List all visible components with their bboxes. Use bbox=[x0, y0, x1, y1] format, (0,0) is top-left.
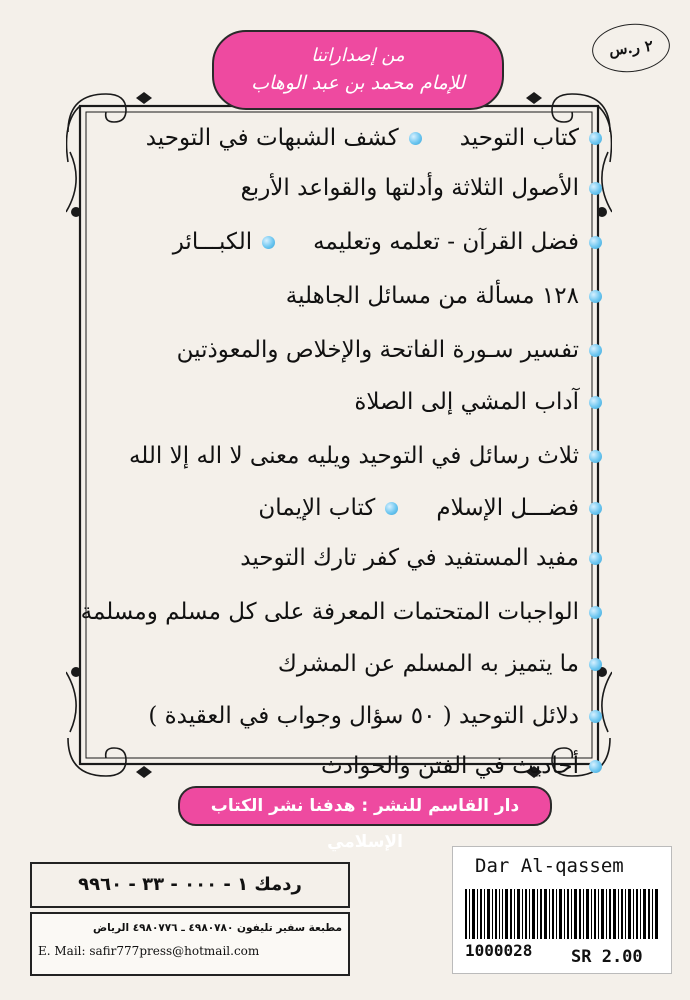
book-title: الأصول الثلاثة وأدلتها والقواعد الأربع bbox=[240, 175, 579, 201]
printer-email: E. Mail: safir777press@hotmail.com bbox=[38, 944, 260, 958]
isbn-box: ردمك ١ - ٠٠٠ - ٣٣ - ٩٩٦٠ bbox=[30, 862, 350, 908]
bullet-icon bbox=[589, 760, 602, 773]
book-title: كشف الشبهات في التوحيد bbox=[145, 125, 399, 151]
book-title: فضل القرآن - تعلمه وتعليمه bbox=[313, 229, 579, 255]
list-item bbox=[129, 436, 602, 476]
bullet-icon bbox=[589, 606, 602, 619]
book-title: فضـــل الإسلام bbox=[436, 495, 579, 521]
list-item bbox=[148, 696, 602, 736]
printer-line-1: مطبعة سفير تليفون ٤٩٨٠٧٨٠ ـ ٤٩٨٠٧٧٦ الرياض bbox=[92, 922, 342, 934]
bullet-icon bbox=[589, 236, 602, 249]
header-line-1: من إصداراتنا bbox=[311, 45, 405, 66]
book-title: ١٢٨ مسألة من مسائل الجاهلية bbox=[285, 283, 579, 309]
header-line-2: للإمام محمد بن عبد الوهاب bbox=[251, 72, 465, 94]
price-stamp: ٢ ر.س bbox=[590, 20, 673, 76]
list-item bbox=[278, 644, 602, 684]
list-item bbox=[321, 746, 602, 786]
bullet-icon bbox=[589, 182, 602, 195]
bullet-icon bbox=[589, 450, 602, 463]
book-title: كتاب الإيمان bbox=[258, 495, 376, 521]
bullet-icon bbox=[262, 236, 275, 249]
list-item bbox=[258, 488, 602, 528]
book-title: الكبـــائر bbox=[172, 229, 253, 255]
list-item bbox=[173, 222, 602, 262]
book-title: الواجبات المتحتمات المعرفة على كل مسلم ومسلمة bbox=[80, 599, 579, 625]
bullet-icon bbox=[589, 710, 602, 723]
list-item bbox=[241, 168, 602, 208]
label-publisher: Dar Al-qassem bbox=[475, 855, 624, 877]
list-item bbox=[286, 276, 602, 316]
book-title: مفيد المستفيد في كفر تارك التوحيد bbox=[240, 545, 579, 571]
bullet-icon bbox=[409, 132, 422, 145]
price-label bbox=[452, 846, 672, 974]
list-item bbox=[177, 330, 602, 370]
list-item bbox=[354, 382, 602, 422]
bullet-icon bbox=[589, 552, 602, 565]
bullet-icon bbox=[589, 290, 602, 303]
publisher-banner: دار القاسم للنشر : هدفنا نشر الكتاب الإسلامي bbox=[178, 786, 552, 826]
header-banner bbox=[212, 30, 504, 110]
bullet-icon bbox=[589, 502, 602, 515]
bullet-icon bbox=[385, 502, 398, 515]
book-title: كتاب التوحيد bbox=[459, 125, 579, 151]
label-price: SR 2.00 bbox=[571, 947, 643, 967]
bullet-icon bbox=[589, 132, 602, 145]
list-item bbox=[240, 538, 602, 578]
barcode-icon bbox=[465, 889, 661, 939]
bullet-icon bbox=[589, 344, 602, 357]
list-item bbox=[81, 592, 602, 632]
book-title: أحاديث في الفتن والحوادث bbox=[321, 753, 579, 779]
list-item bbox=[146, 118, 602, 158]
book-title: ثلاث رسائل في التوحيد ويليه معنى لا اله إلا الله bbox=[128, 443, 579, 469]
printer-info-box bbox=[30, 912, 350, 976]
label-code: 1000028 bbox=[465, 941, 533, 960]
book-title: تفسير سـورة الفاتحة والإخلاص والمعوذتين bbox=[176, 337, 579, 363]
bullet-icon bbox=[589, 396, 602, 409]
book-title: آداب المشي إلى الصلاة bbox=[354, 389, 579, 415]
bullet-icon bbox=[589, 658, 602, 671]
book-title: دلائل التوحيد ( ٥٠ سؤال وجواب في العقيدة ) bbox=[148, 703, 579, 729]
book-title: ما يتميز به المسلم عن المشرك bbox=[277, 651, 579, 677]
